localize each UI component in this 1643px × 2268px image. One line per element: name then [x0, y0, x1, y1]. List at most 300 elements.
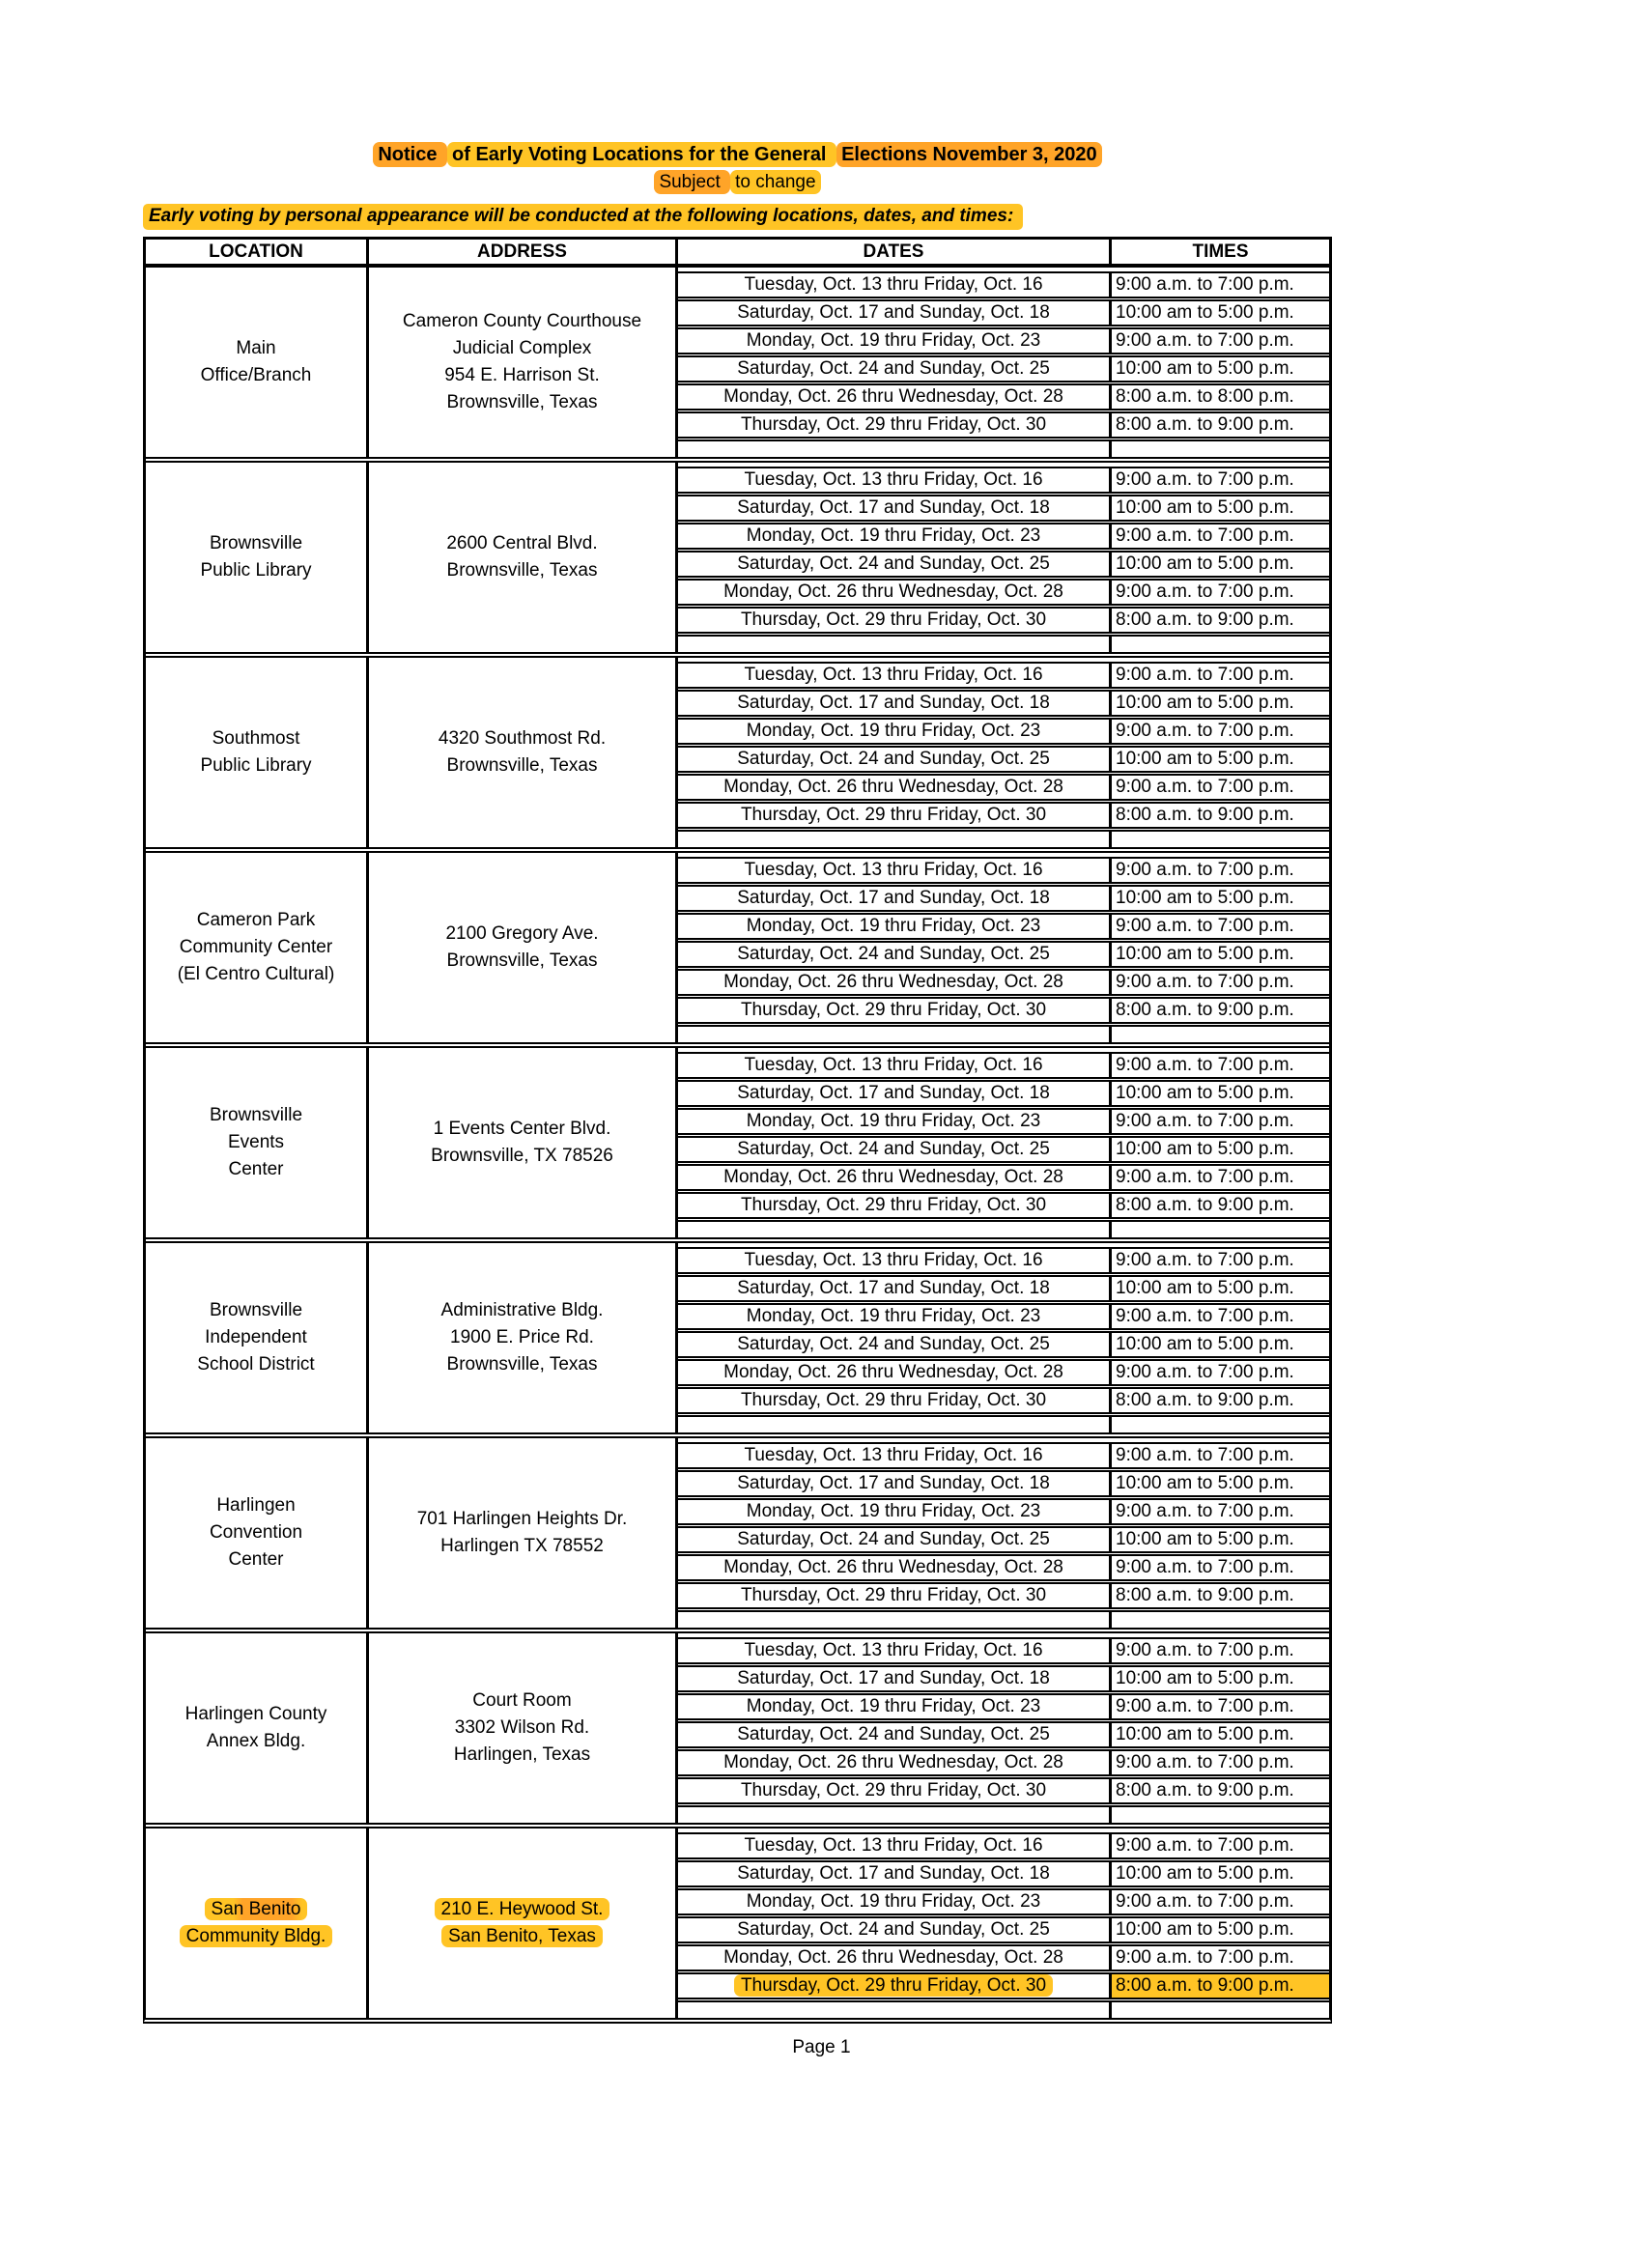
time-text: 10:00 am to 5:00 p.m.	[1116, 1278, 1294, 1298]
page-title	[143, 142, 1332, 168]
empty-time-cell	[1112, 1417, 1329, 1432]
time-text: 9:00 a.m. to 7:00 p.m.	[1116, 1752, 1294, 1772]
time-cell	[1112, 1249, 1329, 1272]
time-text: 9:00 a.m. to 7:00 p.m.	[1116, 972, 1294, 992]
time-cell	[1112, 1444, 1329, 1467]
dates-times-stack	[678, 1048, 1329, 1237]
empty-time-cell	[1112, 1807, 1329, 1823]
date-cell	[678, 1472, 1112, 1495]
date-time-row	[678, 1052, 1329, 1079]
time-text: 9:00 a.m. to 7:00 p.m.	[1116, 1891, 1294, 1912]
time-cell	[1112, 664, 1329, 687]
date-time-row	[678, 1972, 1329, 1999]
date-text: Monday, Oct. 26 thru Wednesday, Oct. 28	[723, 972, 1063, 992]
early-voting-table	[143, 237, 1332, 2024]
page-subtitle	[143, 169, 1332, 195]
dates-times-stack	[678, 1438, 1329, 1628]
date-time-row	[678, 1359, 1329, 1386]
date-cell	[678, 1918, 1112, 1942]
location-block	[146, 1438, 1329, 1633]
date-cell	[678, 776, 1112, 799]
address-text: Brownsville, Texas	[446, 950, 598, 971]
empty-date-cell	[678, 1222, 1112, 1237]
location-line	[228, 1156, 283, 1183]
time-cell	[1112, 468, 1329, 492]
date-cell	[678, 1751, 1112, 1774]
time-cell	[1112, 1639, 1329, 1662]
address-line	[447, 389, 598, 416]
date-cell	[678, 553, 1112, 576]
time-text: 9:00 a.m. to 7:00 p.m.	[1116, 469, 1294, 490]
date-time-row	[678, 1665, 1329, 1692]
date-text: Monday, Oct. 19 thru Friday, Oct. 23	[746, 525, 1041, 546]
address-cell	[369, 658, 678, 847]
date-time-row	[678, 1442, 1329, 1469]
date-text: Saturday, Oct. 24 and Sunday, Oct. 25	[737, 944, 1050, 964]
date-time-row	[678, 1944, 1329, 1971]
date-time-row	[678, 1832, 1329, 1859]
date-time-row	[678, 411, 1329, 439]
dates-times-stack	[678, 658, 1329, 847]
time-text: 10:00 am to 5:00 p.m.	[1116, 693, 1294, 713]
address-text: 2100 Gregory Ave.	[445, 923, 599, 944]
address-text: Harlingen, Texas	[453, 1744, 591, 1765]
location-block	[146, 268, 1329, 463]
time-cell	[1112, 1277, 1329, 1300]
address-text: San Benito, Texas	[441, 1925, 603, 1947]
address-cell	[369, 1633, 678, 1823]
date-time-row	[678, 1916, 1329, 1943]
time-text: 8:00 a.m. to 9:00 p.m.	[1116, 1585, 1294, 1605]
location-cell	[146, 1243, 369, 1432]
time-cell	[1112, 804, 1329, 827]
time-cell	[1112, 859, 1329, 882]
date-cell	[678, 1389, 1112, 1412]
time-cell	[1112, 776, 1329, 799]
time-text: 9:00 a.m. to 7:00 p.m.	[1116, 1640, 1294, 1660]
time-text: 9:00 a.m. to 7:00 p.m.	[1116, 1167, 1294, 1187]
time-text: 9:00 a.m. to 7:00 p.m.	[1116, 1696, 1294, 1716]
location-block	[146, 658, 1329, 853]
intro-banner: Early voting by personal appearance will be conducted at the following locations, dates, and times:	[143, 204, 1023, 230]
location-text: Office/Branch	[200, 365, 312, 385]
address-cell	[369, 853, 678, 1042]
column-header-address: ADDRESS	[369, 240, 678, 264]
address-line	[445, 921, 598, 948]
time-cell	[1112, 915, 1329, 938]
address-line	[444, 362, 600, 389]
date-text: Monday, Oct. 26 thru Wednesday, Oct. 28	[723, 1167, 1063, 1187]
empty-row	[678, 2000, 1329, 2018]
address-line	[447, 557, 598, 584]
date-time-row	[678, 1275, 1329, 1302]
address-line	[440, 1533, 604, 1560]
location-line	[210, 1297, 302, 1324]
title-segment: Notice	[373, 142, 447, 167]
date-cell	[678, 1277, 1112, 1300]
date-cell	[678, 413, 1112, 437]
empty-row	[678, 1220, 1329, 1237]
location-text: Public Library	[200, 560, 312, 581]
time-text: 10:00 am to 5:00 p.m.	[1116, 944, 1294, 964]
time-cell	[1112, 273, 1329, 297]
time-cell	[1112, 748, 1329, 771]
time-cell	[1112, 1138, 1329, 1161]
time-text: 9:00 a.m. to 7:00 p.m.	[1116, 1445, 1294, 1465]
location-text: Events	[227, 1132, 285, 1152]
date-cell	[678, 496, 1112, 520]
time-cell	[1112, 999, 1329, 1022]
date-cell	[678, 748, 1112, 771]
date-text: Monday, Oct. 19 thru Friday, Oct. 23	[746, 1111, 1041, 1131]
time-cell	[1112, 1723, 1329, 1746]
location-text: Community Center	[179, 937, 333, 957]
address-text: 4320 Southmost Rd.	[438, 728, 607, 749]
date-text: Monday, Oct. 26 thru Wednesday, Oct. 28	[723, 1947, 1063, 1968]
date-cell	[678, 329, 1112, 353]
date-time-row	[678, 1331, 1329, 1358]
time-cell	[1112, 1166, 1329, 1189]
time-text: 10:00 am to 5:00 p.m.	[1116, 1668, 1294, 1688]
address-line	[447, 752, 598, 780]
date-cell	[678, 1444, 1112, 1467]
empty-date-cell	[678, 1612, 1112, 1628]
time-text: 10:00 am to 5:00 p.m.	[1116, 1083, 1294, 1103]
address-cell	[369, 463, 678, 652]
time-cell	[1112, 1751, 1329, 1774]
dates-times-stack	[678, 1829, 1329, 2018]
time-cell	[1112, 1472, 1329, 1495]
time-cell	[1112, 1584, 1329, 1607]
dates-times-stack	[678, 268, 1329, 457]
empty-row	[678, 1415, 1329, 1432]
location-line	[236, 335, 275, 362]
address-line	[450, 1324, 594, 1351]
time-text: 8:00 a.m. to 9:00 p.m.	[1116, 805, 1294, 825]
date-cell	[678, 999, 1112, 1022]
location-line	[200, 752, 311, 780]
table-blocks	[146, 268, 1329, 2018]
title-segment: Elections November 3, 2020	[836, 142, 1102, 167]
dates-times-stack	[678, 463, 1329, 652]
date-time-row	[678, 969, 1329, 996]
date-time-row	[678, 1387, 1329, 1414]
date-cell	[678, 1082, 1112, 1105]
time-cell	[1112, 1361, 1329, 1384]
empty-date-cell	[678, 1027, 1112, 1042]
time-text: 9:00 a.m. to 7:00 p.m.	[1116, 1501, 1294, 1521]
location-text: Center	[228, 1159, 284, 1179]
date-time-row	[678, 523, 1329, 550]
time-text: 9:00 a.m. to 7:00 p.m.	[1116, 860, 1294, 880]
address-text: Brownsville, TX 78526	[431, 1146, 613, 1166]
time-cell	[1112, 609, 1329, 632]
location-text: Harlingen County	[184, 1704, 327, 1724]
time-text: 10:00 am to 5:00 p.m.	[1116, 1919, 1294, 1940]
date-text: Saturday, Oct. 17 and Sunday, Oct. 18	[737, 1863, 1050, 1884]
empty-time-cell	[1112, 637, 1329, 652]
date-time-row	[678, 1192, 1329, 1219]
empty-row	[678, 1025, 1329, 1042]
address-text: Harlingen TX 78552	[440, 1536, 604, 1556]
address-text: 210 E. Heywood St.	[435, 1898, 610, 1920]
date-text: Thursday, Oct. 29 thru Friday, Oct. 30	[740, 1390, 1047, 1410]
address-text: 1900 E. Price Rd.	[450, 1327, 594, 1347]
date-text: Saturday, Oct. 17 and Sunday, Oct. 18	[737, 1473, 1050, 1493]
date-text: Saturday, Oct. 24 and Sunday, Oct. 25	[737, 1529, 1050, 1549]
location-block	[146, 1243, 1329, 1438]
date-time-row	[678, 1080, 1329, 1107]
time-text: 8:00 a.m. to 9:00 p.m.	[1116, 1780, 1294, 1800]
location-text: Harlingen	[216, 1495, 296, 1516]
date-time-row	[678, 913, 1329, 940]
time-text: 8:00 a.m. to 9:00 p.m.	[1116, 610, 1294, 630]
date-text: Saturday, Oct. 17 and Sunday, Oct. 18	[737, 1083, 1050, 1103]
date-text: Thursday, Oct. 29 thru Friday, Oct. 30	[740, 610, 1047, 630]
date-text: Tuesday, Oct. 13 thru Friday, Oct. 16	[744, 1250, 1043, 1270]
location-line	[210, 1102, 302, 1129]
date-text: Saturday, Oct. 17 and Sunday, Oct. 18	[737, 497, 1050, 518]
document-header	[143, 142, 1332, 195]
time-cell	[1112, 943, 1329, 966]
location-cell	[146, 268, 369, 457]
time-text: 8:00 a.m. to 9:00 p.m.	[1116, 414, 1294, 435]
time-cell	[1112, 553, 1329, 576]
address-text: 1 Events Center Blvd.	[433, 1119, 611, 1139]
empty-row	[678, 1805, 1329, 1823]
empty-date-cell	[678, 2002, 1112, 2018]
date-text: Thursday, Oct. 29 thru Friday, Oct. 30	[740, 1780, 1047, 1800]
time-cell	[1112, 329, 1329, 353]
column-header-dates: DATES	[678, 240, 1112, 264]
dates-times-stack	[678, 1243, 1329, 1432]
address-text: Brownsville, Texas	[446, 560, 598, 581]
date-text: Saturday, Oct. 24 and Sunday, Oct. 25	[737, 1334, 1050, 1354]
time-cell	[1112, 1054, 1329, 1077]
location-text: Community Bldg.	[180, 1925, 333, 1947]
date-cell	[678, 1946, 1112, 1970]
document-page	[0, 142, 1643, 2268]
location-text: (El Centro Cultural)	[177, 964, 335, 984]
location-line	[216, 1492, 295, 1519]
date-time-row	[678, 271, 1329, 298]
date-cell	[678, 1528, 1112, 1551]
date-text: Saturday, Oct. 17 and Sunday, Oct. 18	[737, 302, 1050, 323]
date-cell	[678, 1779, 1112, 1802]
date-cell	[678, 1723, 1112, 1746]
empty-row	[678, 1610, 1329, 1628]
date-time-row	[678, 1721, 1329, 1748]
empty-date-cell	[678, 1807, 1112, 1823]
location-text: Cameron Park	[196, 910, 316, 930]
time-text: 9:00 a.m. to 7:00 p.m.	[1116, 721, 1294, 741]
location-text: Brownsville	[209, 1300, 303, 1320]
date-text: Thursday, Oct. 29 thru Friday, Oct. 30	[734, 1974, 1053, 1997]
date-text: Tuesday, Oct. 13 thru Friday, Oct. 16	[744, 274, 1043, 295]
date-cell	[678, 1333, 1112, 1356]
time-cell	[1112, 1890, 1329, 1914]
date-time-row	[678, 1860, 1329, 1887]
date-cell	[678, 1862, 1112, 1885]
date-text: Saturday, Oct. 24 and Sunday, Oct. 25	[737, 1139, 1050, 1159]
date-time-row	[678, 1164, 1329, 1191]
date-text: Saturday, Oct. 17 and Sunday, Oct. 18	[737, 693, 1050, 713]
date-time-row	[678, 774, 1329, 801]
address-line	[447, 948, 598, 975]
date-text: Tuesday, Oct. 13 thru Friday, Oct. 16	[744, 1835, 1043, 1856]
location-text: Independent	[205, 1327, 307, 1347]
address-cell	[369, 1438, 678, 1628]
date-text: Tuesday, Oct. 13 thru Friday, Oct. 16	[744, 665, 1043, 685]
time-cell	[1112, 1110, 1329, 1133]
date-text: Saturday, Oct. 24 and Sunday, Oct. 25	[737, 553, 1050, 574]
location-text: Convention	[209, 1522, 303, 1543]
address-text: 3302 Wilson Rd.	[454, 1717, 590, 1738]
date-time-row	[678, 383, 1329, 411]
address-line	[417, 1506, 628, 1533]
time-cell	[1112, 524, 1329, 548]
time-cell	[1112, 1389, 1329, 1412]
address-line	[455, 1715, 589, 1742]
date-time-row	[678, 327, 1329, 354]
location-line	[228, 1546, 283, 1573]
location-line	[185, 1701, 327, 1728]
location-block	[146, 463, 1329, 658]
intro-banner-row	[143, 204, 1643, 230]
time-text: 10:00 am to 5:00 p.m.	[1116, 1863, 1294, 1884]
address-line	[431, 1143, 613, 1170]
date-text: Monday, Oct. 19 thru Friday, Oct. 23	[746, 1501, 1041, 1521]
time-cell	[1112, 1946, 1329, 1970]
date-text: Saturday, Oct. 24 and Sunday, Oct. 25	[737, 358, 1050, 379]
time-cell	[1112, 1305, 1329, 1328]
address-text: 954 E. Harrison St.	[444, 365, 600, 385]
date-time-row	[678, 579, 1329, 606]
time-text: 10:00 am to 5:00 p.m.	[1116, 1334, 1294, 1354]
date-cell	[678, 385, 1112, 409]
date-cell	[678, 468, 1112, 492]
location-text: School District	[197, 1354, 315, 1375]
date-text: Monday, Oct. 19 thru Friday, Oct. 23	[746, 1891, 1041, 1912]
location-cell	[146, 1633, 369, 1823]
time-cell	[1112, 1500, 1329, 1523]
time-cell	[1112, 1834, 1329, 1857]
date-text: Thursday, Oct. 29 thru Friday, Oct. 30	[740, 1585, 1047, 1605]
date-text: Saturday, Oct. 24 and Sunday, Oct. 25	[737, 1919, 1050, 1940]
time-text: 9:00 a.m. to 7:00 p.m.	[1116, 525, 1294, 546]
date-time-row	[678, 299, 1329, 326]
date-cell	[678, 581, 1112, 604]
time-cell	[1112, 496, 1329, 520]
time-text: 9:00 a.m. to 7:00 p.m.	[1116, 581, 1294, 602]
date-cell	[678, 664, 1112, 687]
date-time-row	[678, 662, 1329, 689]
date-text: Tuesday, Oct. 13 thru Friday, Oct. 16	[744, 860, 1043, 880]
date-time-row	[678, 607, 1329, 634]
date-cell	[678, 943, 1112, 966]
subtitle-segment: Subject	[654, 170, 730, 194]
empty-date-cell	[678, 637, 1112, 652]
address-line	[435, 1896, 610, 1923]
time-text: 9:00 a.m. to 7:00 p.m.	[1116, 916, 1294, 936]
location-line	[205, 1896, 308, 1923]
date-text: Monday, Oct. 26 thru Wednesday, Oct. 28	[723, 1362, 1063, 1382]
address-line	[453, 335, 592, 362]
location-line	[212, 725, 300, 752]
date-cell	[678, 1166, 1112, 1189]
time-cell	[1112, 1667, 1329, 1690]
time-cell	[1112, 720, 1329, 743]
date-text: Thursday, Oct. 29 thru Friday, Oct. 30	[740, 1195, 1047, 1215]
date-cell	[678, 1695, 1112, 1718]
location-block	[146, 1048, 1329, 1243]
address-line	[446, 530, 597, 557]
date-time-row	[678, 1303, 1329, 1330]
date-text: Saturday, Oct. 17 and Sunday, Oct. 18	[737, 1278, 1050, 1298]
address-line	[472, 1687, 571, 1715]
time-text: 10:00 am to 5:00 p.m.	[1116, 888, 1294, 908]
address-line	[441, 1923, 603, 1950]
empty-time-cell	[1112, 1027, 1329, 1042]
location-line	[228, 1129, 284, 1156]
date-cell	[678, 524, 1112, 548]
column-header-location: LOCATION	[146, 240, 369, 264]
date-time-row	[678, 495, 1329, 522]
time-text: 10:00 am to 5:00 p.m.	[1116, 1724, 1294, 1744]
address-text: Brownsville, Texas	[446, 392, 598, 412]
empty-row	[678, 439, 1329, 457]
date-time-row	[678, 1637, 1329, 1664]
date-time-row	[678, 941, 1329, 968]
address-cell	[369, 1829, 678, 2018]
address-text: 701 Harlingen Heights Dr.	[416, 1509, 628, 1529]
empty-row	[678, 635, 1329, 652]
time-cell	[1112, 971, 1329, 994]
time-text: 8:00 a.m. to 8:00 p.m.	[1116, 386, 1294, 407]
date-time-row	[678, 1498, 1329, 1525]
empty-row	[678, 830, 1329, 847]
time-cell	[1112, 581, 1329, 604]
date-text: Monday, Oct. 26 thru Wednesday, Oct. 28	[723, 581, 1063, 602]
location-line	[200, 557, 311, 584]
dates-times-stack	[678, 1633, 1329, 1823]
time-text: 8:00 a.m. to 9:00 p.m.	[1116, 1195, 1294, 1215]
date-cell	[678, 1834, 1112, 1857]
location-line	[205, 1324, 307, 1351]
date-text: Tuesday, Oct. 13 thru Friday, Oct. 16	[744, 469, 1043, 490]
location-line	[210, 1519, 302, 1546]
date-text: Monday, Oct. 26 thru Wednesday, Oct. 28	[723, 386, 1063, 407]
date-cell	[678, 273, 1112, 297]
date-text: Monday, Oct. 19 thru Friday, Oct. 23	[746, 916, 1041, 936]
date-cell	[678, 1138, 1112, 1161]
address-cell	[369, 1243, 678, 1432]
date-cell	[678, 1054, 1112, 1077]
date-cell	[678, 720, 1112, 743]
date-cell	[678, 887, 1112, 910]
empty-date-cell	[678, 832, 1112, 847]
location-line	[210, 530, 302, 557]
date-time-row	[678, 355, 1329, 383]
address-line	[441, 1297, 604, 1324]
time-text: 8:00 a.m. to 9:00 p.m.	[1116, 1390, 1294, 1410]
location-text: Main	[236, 338, 276, 358]
location-line	[207, 1728, 305, 1755]
date-time-row	[678, 718, 1329, 745]
date-text: Thursday, Oct. 29 thru Friday, Oct. 30	[740, 1000, 1047, 1020]
date-cell	[678, 1305, 1112, 1328]
date-time-row	[678, 1247, 1329, 1274]
